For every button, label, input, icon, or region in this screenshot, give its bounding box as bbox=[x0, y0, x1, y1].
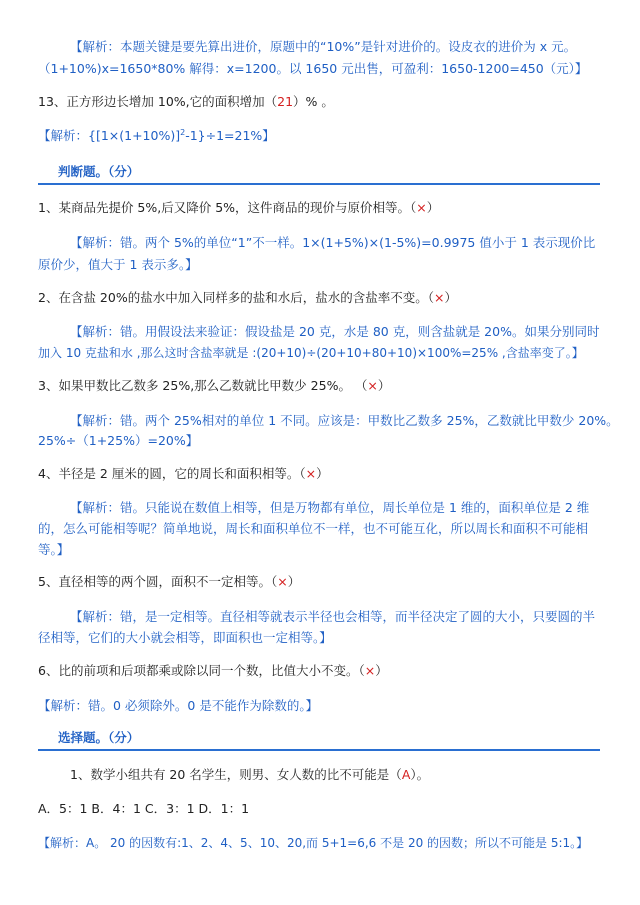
judge-1-mark: × bbox=[416, 200, 427, 215]
judge-2-question bbox=[38, 289, 457, 307]
judge-4-question bbox=[38, 465, 329, 483]
judge-3-analysis-line-2: 25%÷（1+25%）=20%】 bbox=[38, 433, 199, 448]
judge-5-question-text: 5、直径相等的两个圆，面积不一定相等。（ bbox=[38, 574, 278, 589]
choice-1-answer: A bbox=[401, 767, 411, 782]
judge-3-mark: × bbox=[367, 378, 378, 393]
judge-6-question bbox=[38, 662, 388, 680]
q13-analysis-part-1: 【解析：{[1×(1+10%)] bbox=[38, 128, 181, 143]
judge-1-question bbox=[38, 199, 439, 217]
section-title-choice: 选择题。（分） bbox=[58, 730, 140, 745]
choice-1-question bbox=[70, 766, 429, 784]
judge-1-analysis-line-1: 【解析：错。两个 5%的单位“1”不一样。1×(1+5%)×(1-5%)=0.9975 值小于 1 表示现价比 bbox=[70, 235, 596, 250]
choice-1-options: A．5：1 B．4：1 C．3：1 D．1：1 bbox=[38, 801, 250, 816]
q13-analysis-part-2: -1}÷1=21%】 bbox=[185, 128, 275, 143]
q13-analysis-exponent: 2 bbox=[180, 127, 186, 137]
judge-3-question-text: 3、如果甲数比乙数多 25%,那么乙数就比甲数少 25%。 （ bbox=[38, 378, 368, 393]
judge-1-question-text: 1、某商品先提价 5%,后又降价 5%，这件商品的现价与原价相等。（ bbox=[38, 200, 417, 215]
judge-1-close: ） bbox=[426, 200, 440, 215]
section-title-judge: 判断题。（分） bbox=[58, 164, 140, 179]
q12-analysis-line-2: （1+10%)x=1650*80% 解得：x=1200。以 1650 元出售，可盈利：1650-1200=450（元）】 bbox=[38, 61, 588, 76]
section-header-choice bbox=[38, 729, 600, 751]
judge-4-close: ） bbox=[316, 466, 329, 481]
judge-2-analysis-line-2: 加入 10 克盐和水 ,那么这时含盐率就是 :(20+10)÷(20+10+80+10)×100%=25% ,含盐率变了。】 bbox=[38, 346, 584, 360]
q13-question-suffix: ）% 。 bbox=[293, 94, 334, 109]
judge-6-analysis-line-1: 【解析：错。0 必须除外。0 是不能作为除数的。】 bbox=[38, 698, 319, 713]
judge-6-question-text: 6、比的前项和后项都乘或除以同一个数，比值大小不变。（ bbox=[38, 663, 365, 678]
q13-answer: 21 bbox=[277, 94, 294, 109]
choice-1-question-suffix: ）。 bbox=[410, 767, 430, 782]
judge-5-mark: × bbox=[277, 574, 288, 589]
judge-5-close: ） bbox=[287, 574, 301, 589]
judge-3-analysis-line-1: 【解析：错。两个 25%相对的单位 1 不同。应该是：甲数比乙数多 25%，乙数就比甲数少 20%。 bbox=[70, 413, 619, 428]
judge-2-close: ） bbox=[444, 290, 457, 305]
judge-4-analysis-line-1: 【解析：错。只能说在数值上相等，但是万物都有单位，周长单位是 1 维的，面积单位是 2 维 bbox=[70, 500, 590, 515]
judge-2-question-text: 2、在含盐 20%的盐水中加入同样多的盐和水后，盐水的含盐率不变。（ bbox=[38, 290, 434, 305]
judge-6-close: ） bbox=[375, 663, 388, 678]
judge-5-question bbox=[38, 573, 300, 591]
judge-4-question-text: 4、半径是 2 厘米的圆，它的周长和面积相等。（ bbox=[38, 466, 306, 481]
judge-5-analysis-line-1: 【解析：错，是一定相等。直径相等就表示半径也会相等，而半径决定了圆的大小，只要圆的半 bbox=[70, 609, 596, 624]
q13-analysis bbox=[38, 127, 275, 145]
judge-2-analysis-line-1: 【解析：错。用假设法来验证：假设盐是 20 克，水是 80 克，则含盐就是 20%。如果分别同时 bbox=[70, 324, 600, 339]
judge-3-question bbox=[38, 377, 390, 395]
judge-4-analysis-line-2: 的，怎么可能相等呢？简单地说，周长和面积单位不一样，也不可能互化，所以周长和面积不可能相 bbox=[38, 521, 589, 536]
judge-3-close: ） bbox=[377, 378, 391, 393]
choice-1-question-text: 1、数学小组共有 20 名学生，则男、女人数的比不可能是（ bbox=[70, 767, 402, 782]
choice-1-analysis: 【解析：A。 20 的因数有:1、2、4、5、10、20,而 5+1=6,6 不是 20 的因数；所以不可能是 5:1。】 bbox=[38, 836, 589, 850]
judge-4-mark: × bbox=[305, 466, 317, 481]
judge-4-analysis-line-3: 等。】 bbox=[38, 542, 70, 557]
q12-analysis-line-1: 【解析：本题关键是要先算出进价，原题中的“10%”是针对进价的。设皮衣的进价为 x 元。 bbox=[70, 39, 577, 54]
judge-2-mark: × bbox=[433, 290, 445, 305]
judge-5-analysis-line-2: 径相等，它们的大小就会相等，即面积也一定相等。】 bbox=[38, 630, 332, 645]
q13-question bbox=[38, 93, 334, 111]
q13-question-text: 13、正方形边长增加 10%,它的面积增加（ bbox=[38, 94, 278, 109]
section-header-judge bbox=[38, 163, 600, 185]
judge-6-mark: × bbox=[364, 663, 376, 678]
judge-1-analysis-line-2: 原价少，值大于 1 表示多。】 bbox=[38, 257, 198, 272]
